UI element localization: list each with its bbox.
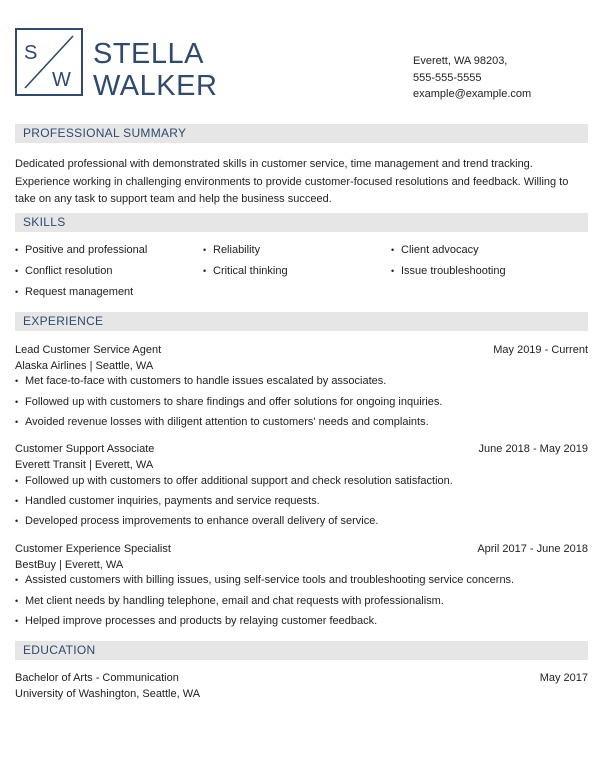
job-bullet: • Met face-to-face with customers to handle issues escalated by associates. [15, 375, 387, 387]
job-bullet: • Avoided revenue losses with diligent attention to customers' needs and complaints. [15, 416, 429, 428]
contact-phone: 555-555-5555 [413, 72, 482, 84]
education-degree: Bachelor of Arts - Communication [15, 672, 179, 684]
job-title: Lead Customer Service Agent [15, 344, 162, 356]
monogram-last-initial: W [52, 69, 71, 91]
job-company: Alaska Airlines | Seattle, WA [15, 360, 154, 372]
skills-heading: SKILLS [15, 213, 588, 232]
skill-item: • Issue troubleshooting [391, 265, 506, 277]
job-title: Customer Support Associate [15, 443, 155, 455]
contact-location: Everett, WA 98203, [413, 55, 508, 67]
job-bullet: • Followed up with customers to offer additional support and check resolution satisfaction. [15, 475, 453, 487]
last-name: WALKER [93, 70, 218, 102]
skill-item: • Reliability [203, 244, 261, 256]
job-bullet: • Helped improve processes and products by relaying customer feedback. [15, 615, 378, 627]
job-dates: May 2019 - Current [493, 344, 588, 356]
skill-item: • Request management [15, 286, 134, 298]
skill-item: • Client advocacy [391, 244, 479, 256]
skill-item: • Critical thinking [203, 265, 288, 277]
experience-heading: EXPERIENCE [15, 312, 588, 331]
job-bullet: • Met client needs by handling telephone, email and chat requests with professionalism. [15, 595, 444, 607]
education-heading: EDUCATION [15, 641, 588, 660]
summary-heading: PROFESSIONAL SUMMARY [15, 124, 588, 143]
job-dates: June 2018 - May 2019 [478, 443, 588, 455]
skill-item: • Positive and professional [15, 244, 148, 256]
education-school: University of Washington, Seattle, WA [15, 688, 201, 700]
contact-email: example@example.com [413, 88, 532, 100]
job-bullet: • Followed up with customers to share findings and offer solutions for ongoing inquiries. [15, 396, 443, 408]
summary-text: Dedicated professional with demonstrated skills in customer service, time management and trend tracking. Experience working in challenging environments to provide customer-focused resolutions and feedback. Willing to take on any task to support team and help the business succeed. [15, 158, 569, 205]
job-company: Everett Transit | Everett, WA [15, 459, 154, 471]
job-bullet: • Assisted customers with billing issues, using self-service tools and troubleshooting service concerns. [15, 574, 515, 586]
job-company: BestBuy | Everett, WA [15, 559, 124, 571]
first-name: STELLA [93, 38, 204, 70]
monogram-logo [15, 28, 83, 96]
job-bullet: • Developed process improvements to enhance overall delivery of service. [15, 515, 379, 527]
job-title: Customer Experience Specialist [15, 543, 171, 555]
monogram-first-initial: S [24, 42, 38, 64]
job-dates: April 2017 - June 2018 [477, 543, 588, 555]
job-bullet: • Handled customer inquiries, payments and service requests. [15, 495, 320, 507]
education-date: May 2017 [539, 672, 588, 684]
skill-item: • Conflict resolution [15, 265, 113, 277]
